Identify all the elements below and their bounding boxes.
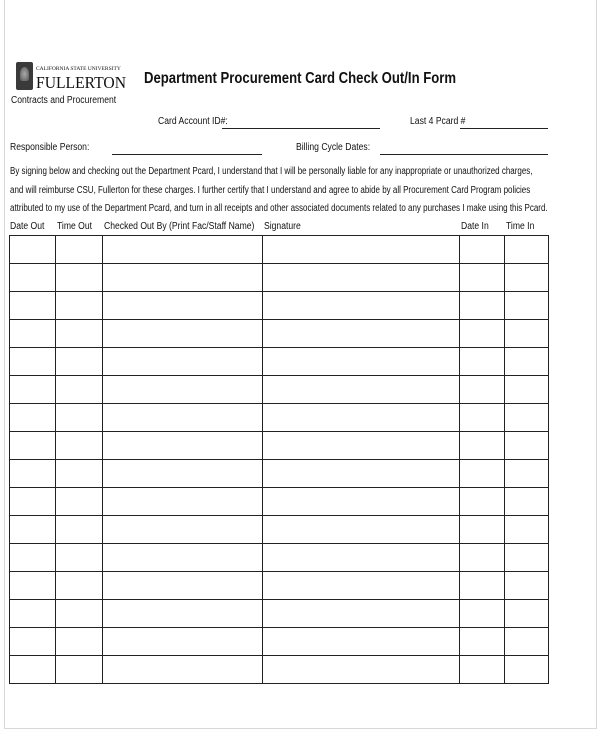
cell-signature[interactable] [263,376,460,404]
cell-date-out[interactable] [10,348,56,376]
cell-time-out[interactable] [56,320,103,348]
cell-checked-out-by[interactable] [103,236,263,264]
cell-date-out[interactable] [10,264,56,292]
cell-time-in[interactable] [505,376,549,404]
cell-checked-out-by[interactable] [103,600,263,628]
cell-date-out[interactable] [10,236,56,264]
card-account-label: Card Account ID#: [158,116,228,127]
cell-time-in[interactable] [505,320,549,348]
cell-time-out[interactable] [56,544,103,572]
cell-checked-out-by[interactable] [103,656,263,684]
cell-time-out[interactable] [56,460,103,488]
table-row [10,376,549,404]
cell-date-in[interactable] [460,320,505,348]
cell-signature[interactable] [263,600,460,628]
table-row [10,236,549,264]
cell-date-in[interactable] [460,544,505,572]
cell-date-in[interactable] [460,236,505,264]
table-row [10,460,549,488]
cell-time-in[interactable] [505,404,549,432]
cell-date-out[interactable] [10,572,56,600]
cell-date-out[interactable] [10,404,56,432]
cell-checked-out-by[interactable] [103,320,263,348]
department-label: Contracts and Procurement [11,95,117,106]
logo-university: CALIFORNIA STATE UNIVERSITY [36,66,121,72]
cell-date-in[interactable] [460,600,505,628]
cell-signature[interactable] [263,264,460,292]
responsible-label: Responsible Person: [10,142,90,153]
cell-signature[interactable] [263,656,460,684]
cell-checked-out-by[interactable] [103,544,263,572]
cell-date-out[interactable] [10,460,56,488]
table-row [10,320,549,348]
cell-date-in[interactable] [460,376,505,404]
table-row [10,488,549,516]
table-row [10,516,549,544]
table-row [10,404,549,432]
cell-checked-out-by[interactable] [103,292,263,320]
cell-time-out[interactable] [56,348,103,376]
cell-time-out[interactable] [56,516,103,544]
cell-checked-out-by[interactable] [103,376,263,404]
cell-signature[interactable] [263,432,460,460]
billing-label: Billing Cycle Dates: [296,142,371,153]
cell-time-in[interactable] [505,432,549,460]
cell-time-out[interactable] [56,236,103,264]
cell-date-out[interactable] [10,600,56,628]
table-row [10,432,549,460]
cell-time-in[interactable] [505,348,549,376]
cell-time-out[interactable] [56,572,103,600]
last4-field[interactable] [460,128,548,129]
cell-signature[interactable] [263,544,460,572]
col-time-out: Time Out [57,221,93,232]
cell-checked-out-by[interactable] [103,348,263,376]
cell-signature[interactable] [263,236,460,264]
table-row [10,264,549,292]
cell-date-out[interactable] [10,432,56,460]
cell-date-out[interactable] [10,544,56,572]
cell-date-in[interactable] [460,292,505,320]
checkout-table [9,235,549,684]
cell-signature[interactable] [263,460,460,488]
table-row [10,348,549,376]
billing-field[interactable] [380,154,548,155]
cell-date-out[interactable] [10,516,56,544]
cell-signature[interactable] [263,488,460,516]
cell-checked-out-by[interactable] [103,404,263,432]
cell-checked-out-by[interactable] [103,432,263,460]
cell-time-out[interactable] [56,264,103,292]
cell-date-in[interactable] [460,656,505,684]
col-date-out: Date Out [10,221,45,232]
table-row [10,572,549,600]
cell-date-in[interactable] [460,572,505,600]
cell-time-out[interactable] [56,600,103,628]
cell-time-in[interactable] [505,488,549,516]
cell-signature[interactable] [263,516,460,544]
cell-checked-out-by[interactable] [103,460,263,488]
cell-time-in[interactable] [505,600,549,628]
cell-time-in[interactable] [505,544,549,572]
cell-time-in[interactable] [505,628,549,656]
cell-time-in[interactable] [505,236,549,264]
table-row [10,656,549,684]
cell-date-in[interactable] [460,348,505,376]
last4-label: Last 4 Pcard # [410,116,466,127]
cell-time-out[interactable] [56,628,103,656]
cell-signature[interactable] [263,572,460,600]
cell-time-in[interactable] [505,656,549,684]
cell-time-out[interactable] [56,488,103,516]
col-checked-out-by: Checked Out By (Print Fac/Staff Name) [104,221,255,232]
cell-date-out[interactable] [10,488,56,516]
cell-date-in[interactable] [460,628,505,656]
responsible-field[interactable] [112,154,262,155]
col-signature: Signature [264,221,301,232]
statement-line: By signing below and checking out the Department Pcard, I understand that I will be personally liable for any inappropriate or unauthorized charges, [10,166,533,177]
cell-time-in[interactable] [505,292,549,320]
logo-name: FULLERTON [36,73,127,92]
table-row [10,628,549,656]
col-time-in: Time In [506,221,535,232]
cell-time-out[interactable] [56,292,103,320]
cell-date-out[interactable] [10,376,56,404]
cell-date-in[interactable] [460,488,505,516]
cell-checked-out-by[interactable] [103,264,263,292]
cell-checked-out-by[interactable] [103,516,263,544]
cell-time-in[interactable] [505,264,549,292]
cell-signature[interactable] [263,320,460,348]
cell-date-out[interactable] [10,628,56,656]
cell-signature[interactable] [263,404,460,432]
statement-line: attributed to my use of the Department Pcard, and turn in all receipts and other associated documents related to any purchases I make using this Pcard. [10,203,548,214]
cell-date-in[interactable] [460,264,505,292]
cell-date-in[interactable] [460,404,505,432]
cell-signature[interactable] [263,348,460,376]
cell-signature[interactable] [263,628,460,656]
cell-date-in[interactable] [460,460,505,488]
cell-date-out[interactable] [10,320,56,348]
university-logo-icon [16,62,33,90]
cell-date-out[interactable] [10,656,56,684]
table-row [10,292,549,320]
cell-checked-out-by[interactable] [103,628,263,656]
cell-time-out[interactable] [56,404,103,432]
cell-time-out[interactable] [56,432,103,460]
cell-time-in[interactable] [505,572,549,600]
statement-line: and will reimburse CSU, Fullerton for these charges. I further certify that I understand and agree to abide by all Procurement Card Program policies [10,185,531,196]
cell-checked-out-by[interactable] [103,488,263,516]
cell-time-in[interactable] [505,516,549,544]
cell-date-in[interactable] [460,432,505,460]
cell-time-in[interactable] [505,460,549,488]
card-account-field[interactable] [222,128,380,129]
cell-time-out[interactable] [56,656,103,684]
page-title: Department Procurement Card Check Out/In Form [144,70,457,87]
table-row [10,544,549,572]
table-row [10,600,549,628]
col-date-in: Date In [461,221,489,232]
cell-date-in[interactable] [460,516,505,544]
cell-checked-out-by[interactable] [103,572,263,600]
cell-signature[interactable] [263,292,460,320]
cell-time-out[interactable] [56,376,103,404]
cell-date-out[interactable] [10,292,56,320]
